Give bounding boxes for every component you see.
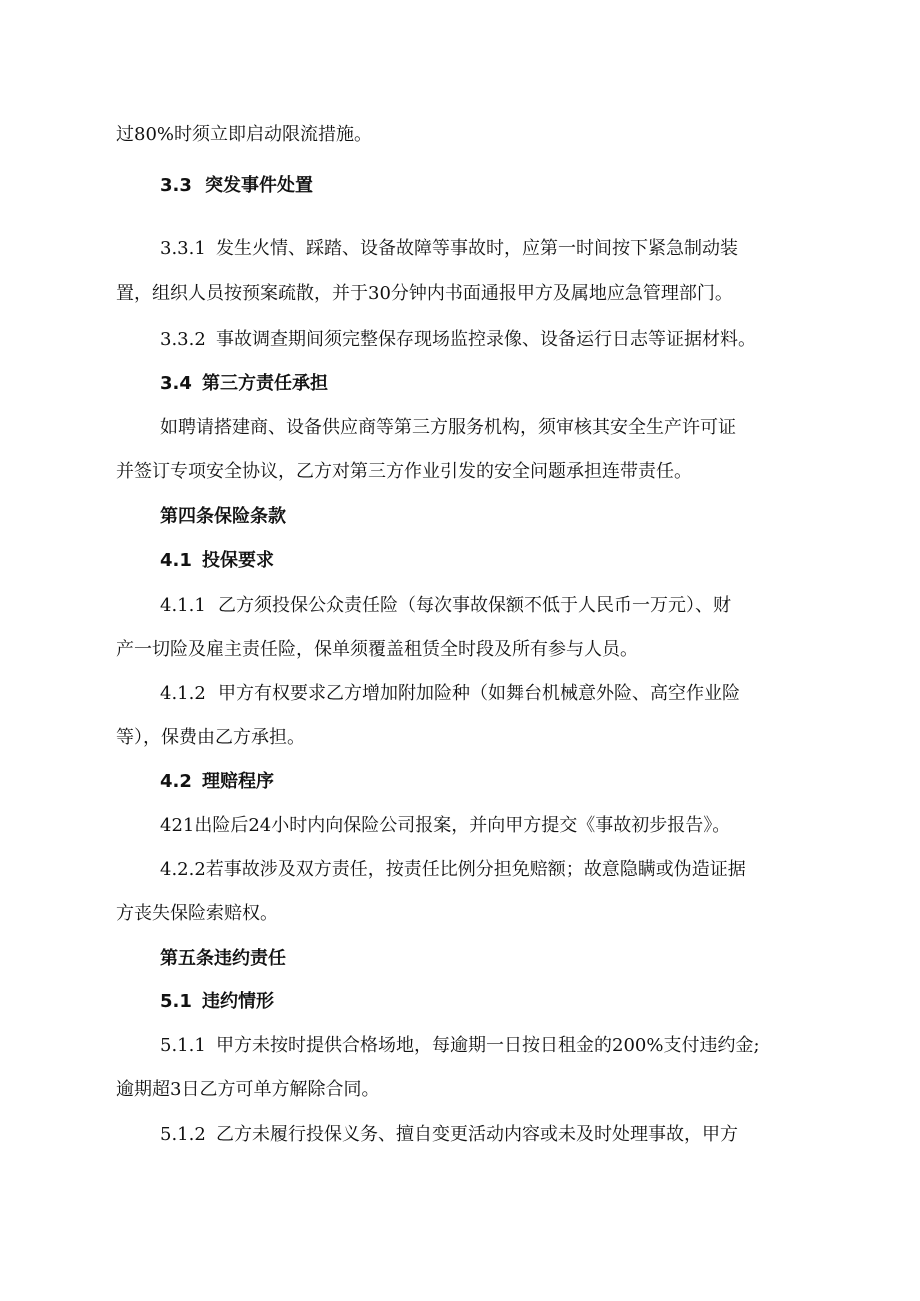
clause-text-continued: 等），保费由乙方承担。 (116, 727, 305, 748)
clause-text: 421出险后24小时内向保险公司报案，并向甲方提交《事故初步报告》。 (160, 815, 731, 836)
section-title: 投保要求 (202, 550, 274, 571)
clause-text: 乙方须投保公众责任险（每次事故保额不低于人民币一万元）、财 (218, 595, 731, 616)
text-continuation: 过80%时须立即启动限流措施。 (116, 124, 373, 145)
paragraph-text-continued: 并签订专项安全协议，乙方对第三方作业引发的安全问题承担连带责任。 (116, 461, 692, 482)
clause-text: 甲方有权要求乙方增加附加险种（如舞台机械意外险、高空作业险 (218, 683, 740, 704)
section-title: 违约情形 (202, 991, 274, 1012)
article-title: 第五条违约责任 (160, 948, 286, 969)
clause-text-continued: 方丧失保险索赔权。 (116, 903, 278, 924)
clause-text: 4.2.2若事故涉及双方责任，按责任比例分担免赔额；故意隐瞒或伪造证据 (160, 859, 746, 880)
section-title: 理赔程序 (202, 771, 274, 792)
clause-text: 事故调查期间须完整保存现场监控录像、设备运行日志等证据材料。 (216, 329, 756, 350)
clause-number: 3.3.1 (160, 238, 206, 259)
section-title: 第三方责任承担 (202, 373, 328, 394)
clause-text-continued: 产一切险及雇主责任险，保单须覆盖租赁全时段及所有参与人员。 (116, 639, 638, 660)
clause-text: 乙方未履行投保义务、擅自变更活动内容或未及时处理事故，甲方 (216, 1124, 738, 1145)
paragraph-text: 如聘请搭建商、设备供应商等第三方服务机构，须审核其安全生产许可证 (160, 417, 736, 438)
clause-text: 甲方未按时提供合格场地，每逾期一日按日租金的200%支付违约金; (216, 1035, 760, 1056)
section-number: 3.3 (160, 175, 192, 196)
section-number: 4.1 (160, 550, 192, 571)
section-number: 3.4 (160, 373, 192, 394)
clause-text-continued: 置，组织人员按预案疏散，并于30分钟内书面通报甲方及属地应急管理部门。 (116, 283, 733, 304)
clause-number: 5.1.2 (160, 1124, 206, 1145)
section-title: 突发事件处置 (205, 175, 313, 196)
section-number: 4.2 (160, 771, 192, 792)
clause-number: 5.1.1 (160, 1035, 206, 1056)
clause-text-continued: 逾期超3日乙方可单方解除合同。 (116, 1079, 380, 1100)
article-title: 第四条保险条款 (160, 506, 286, 527)
clause-number: 4.1.2 (160, 683, 206, 704)
clause-number: 4.1.1 (160, 595, 206, 616)
clause-text: 发生火情、踩踏、设备故障等事故时，应第一时间按下紧急制动装 (216, 238, 738, 259)
clause-number: 3.3.2 (160, 329, 206, 350)
section-number: 5.1 (160, 991, 192, 1012)
